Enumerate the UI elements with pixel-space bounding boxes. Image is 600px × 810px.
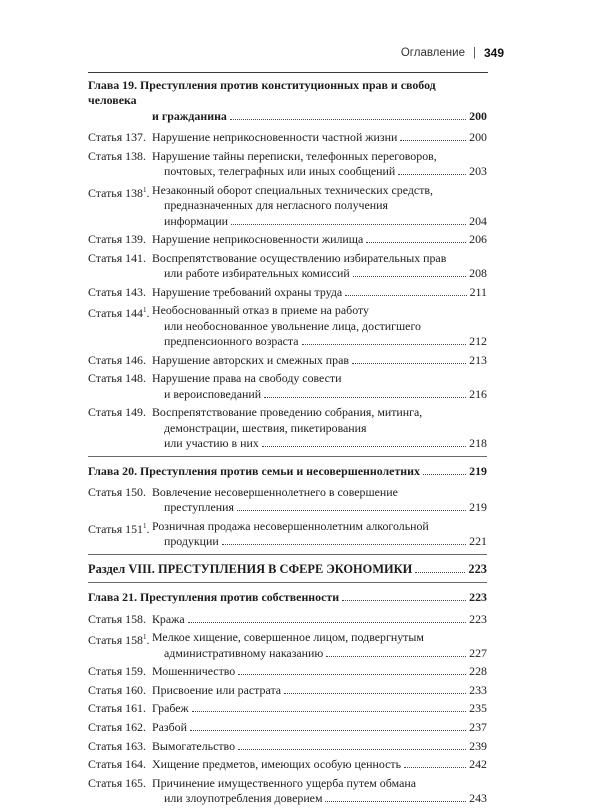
entry-page-number: 208 xyxy=(469,266,487,281)
article-label: Статья 138 xyxy=(88,185,143,200)
entry-title-line xyxy=(152,130,487,145)
toc-entry[interactable] xyxy=(88,232,487,247)
entry-title-text: Незаконный оборот специальных технических средств, xyxy=(152,182,433,197)
entry-text xyxy=(152,130,487,145)
entry-page-number: 211 xyxy=(469,284,487,299)
entry-title-line xyxy=(152,683,487,698)
toc-entry[interactable] xyxy=(88,720,487,735)
chapter-19-entries xyxy=(88,130,487,451)
chapter-21-entries xyxy=(88,612,487,807)
article-number xyxy=(88,130,152,145)
article-label: Статья 150. xyxy=(88,485,146,500)
dot-leader xyxy=(345,295,466,296)
article-superscript: 1 xyxy=(142,633,147,642)
dot-leader xyxy=(415,572,465,573)
entry-title-text: Кража xyxy=(152,611,185,626)
toc-entry[interactable] xyxy=(88,183,487,229)
entry-page-number: 212 xyxy=(469,334,487,349)
chapter-19-heading[interactable] xyxy=(88,78,487,124)
entry-text xyxy=(152,371,487,402)
chapter-21-title: Глава 21. Преступления против собственности xyxy=(88,590,340,605)
entry-text xyxy=(152,149,487,180)
article-label-suffix: . xyxy=(146,633,150,648)
entry-page-number: 243 xyxy=(469,791,487,806)
entry-text xyxy=(152,405,487,451)
entry-title-line xyxy=(152,164,487,179)
header-rule xyxy=(88,72,488,73)
entry-title-text: Грабеж xyxy=(152,701,189,716)
entry-title-line xyxy=(152,534,487,549)
entry-title-line xyxy=(152,664,487,679)
article-number xyxy=(88,630,152,661)
entry-title-line xyxy=(152,776,487,791)
entry-title-text: Вымогательство xyxy=(152,738,236,753)
dot-leader xyxy=(264,397,466,398)
article-number xyxy=(88,303,152,349)
article-label-suffix: . xyxy=(146,306,150,321)
table-of-contents xyxy=(88,78,487,810)
header-section-title: Оглавление xyxy=(400,47,465,59)
entry-title-line xyxy=(152,720,487,735)
dot-leader xyxy=(342,600,466,601)
toc-entry[interactable] xyxy=(88,701,487,716)
entry-title-line xyxy=(152,214,487,229)
running-header xyxy=(401,46,504,60)
entry-page-number: 200 xyxy=(469,130,487,145)
entry-text xyxy=(152,720,487,735)
chapter-20-page: 219 xyxy=(469,463,487,478)
article-number xyxy=(88,519,152,550)
article-number xyxy=(88,232,152,247)
article-label: Статья 141. xyxy=(88,250,146,265)
dot-leader xyxy=(230,119,466,120)
entry-title-line xyxy=(152,353,487,368)
article-label: Статья 144 xyxy=(88,306,143,321)
entry-title-line xyxy=(152,739,487,754)
entry-text xyxy=(152,485,487,516)
toc-entry[interactable] xyxy=(88,519,487,550)
entry-text xyxy=(152,353,487,368)
dot-leader xyxy=(326,656,466,657)
entry-page-number: 235 xyxy=(469,701,487,716)
entry-title-line xyxy=(152,701,487,716)
article-number xyxy=(88,612,152,627)
entry-title-text: Разбой xyxy=(152,720,187,735)
entry-text xyxy=(152,303,487,349)
entry-page-number: 223 xyxy=(469,611,487,626)
entry-title-line xyxy=(152,646,487,661)
dot-leader xyxy=(238,749,466,750)
toc-entry[interactable] xyxy=(88,683,487,698)
dot-leader xyxy=(302,344,467,345)
entry-title-line xyxy=(152,757,487,772)
chapter-19-title-line2: и гражданина xyxy=(152,108,227,123)
entry-title-line xyxy=(152,198,487,213)
dot-leader xyxy=(398,174,466,175)
chapter-19-title-line1: Глава 19. Преступления против конституционных прав и свобод человека xyxy=(88,78,436,108)
entry-page-number: 227 xyxy=(469,645,487,660)
entry-page-number: 239 xyxy=(469,738,487,753)
entry-page-number: 237 xyxy=(469,720,487,735)
toc-entry[interactable] xyxy=(88,285,487,300)
article-label: Статья 162. xyxy=(88,720,146,735)
article-label: Статья 151 xyxy=(88,522,143,536)
entry-text xyxy=(152,285,487,300)
article-superscript: 1 xyxy=(142,185,147,194)
dot-leader xyxy=(366,242,466,243)
toc-entry[interactable] xyxy=(88,757,487,772)
dot-leader xyxy=(353,276,466,277)
toc-entry[interactable] xyxy=(88,630,487,661)
entry-title-text: Нарушение права на свободу совести xyxy=(152,371,342,386)
entry-text xyxy=(152,701,487,716)
entry-title-text: Хищение предметов, имеющих особую ценность xyxy=(152,757,402,772)
section-divider xyxy=(88,456,487,457)
toc-entry[interactable] xyxy=(88,130,487,145)
entry-page-number: 206 xyxy=(469,232,487,247)
entry-title-line xyxy=(152,630,487,645)
entry-text xyxy=(152,683,487,698)
entry-page-number: 228 xyxy=(469,664,487,679)
dot-leader xyxy=(238,674,466,675)
entry-text xyxy=(152,232,487,247)
dot-leader xyxy=(222,544,466,545)
article-label: Статья 139. xyxy=(88,232,146,247)
section-8-heading[interactable] xyxy=(88,562,487,577)
article-number xyxy=(88,701,152,716)
article-label: Статья 163. xyxy=(88,738,146,753)
entry-title-line xyxy=(152,405,487,420)
article-label: Статья 164. xyxy=(88,757,146,772)
entry-title-text: Нарушение авторских и смежных прав xyxy=(152,352,349,367)
entry-title-line xyxy=(152,149,487,164)
entry-page-number: 219 xyxy=(469,500,487,515)
toc-entry[interactable] xyxy=(88,664,487,679)
toc-entry[interactable] xyxy=(88,405,487,451)
entry-title-line xyxy=(152,232,487,247)
dot-leader xyxy=(231,224,466,225)
article-label-suffix: . xyxy=(146,185,150,200)
chapter-20-heading[interactable] xyxy=(88,464,487,479)
entry-title-line xyxy=(152,519,487,534)
dot-leader xyxy=(423,474,466,475)
toc-entry[interactable] xyxy=(88,251,487,282)
article-label: Статья 149. xyxy=(88,405,146,420)
entry-page-number: 204 xyxy=(469,213,487,228)
article-number xyxy=(88,405,152,451)
article-number xyxy=(88,371,152,402)
entry-page-number: 242 xyxy=(469,757,487,772)
article-label: Статья 143. xyxy=(88,284,146,299)
article-number xyxy=(88,720,152,735)
entry-title-text: информации xyxy=(164,213,228,228)
section-divider xyxy=(88,582,487,583)
chapter-20-entries xyxy=(88,485,487,550)
entry-title-text: Нарушение неприкосновенности жилища xyxy=(152,232,364,247)
entry-page-number: 218 xyxy=(469,436,487,451)
toc-entry[interactable] xyxy=(88,303,487,349)
entry-title-line xyxy=(152,334,487,349)
entry-page-number: 233 xyxy=(469,682,487,697)
article-label: Статья 158. xyxy=(88,611,146,626)
entry-text xyxy=(152,776,487,807)
article-number xyxy=(88,776,152,807)
entry-title-text: преступления xyxy=(164,500,234,515)
article-number xyxy=(88,183,152,229)
entry-title-line xyxy=(152,387,487,402)
entry-page-number: 216 xyxy=(469,386,487,401)
entry-text xyxy=(152,630,487,661)
section-8-page: 223 xyxy=(468,561,487,576)
entry-text xyxy=(152,612,487,627)
entry-title-text: Вовлечение несовершеннолетнего в совершение xyxy=(152,485,398,500)
dot-leader xyxy=(188,622,467,623)
entry-title-text: Нарушение тайны переписки, телефонных переговоров, xyxy=(152,148,437,163)
article-label: Статья 158 xyxy=(88,633,143,648)
article-number xyxy=(88,485,152,516)
article-label: Статья 146. xyxy=(88,352,146,367)
article-label: Статья 137. xyxy=(88,130,146,145)
entry-title-text: демонстрации, шествия, пикетирования xyxy=(164,420,367,435)
entry-title-line xyxy=(152,319,487,334)
entry-title-text: Необоснованный отказ в приеме на работу xyxy=(152,303,369,318)
entry-title-text: Причинение имущественного ущерба путем обмана xyxy=(152,775,417,790)
section-divider xyxy=(88,554,487,555)
chapter-20-title: Глава 20. Преступления против семьи и несовершеннолетних xyxy=(88,463,420,478)
toc-entry[interactable] xyxy=(88,371,487,402)
entry-title-line xyxy=(152,183,487,198)
article-number xyxy=(88,285,152,300)
article-number xyxy=(88,683,152,698)
entry-text xyxy=(152,739,487,754)
article-label: Статья 165. xyxy=(88,775,146,790)
chapter-19-page: 200 xyxy=(469,108,487,123)
dot-leader xyxy=(190,730,466,731)
entry-title-text: предпенсионного возраста xyxy=(164,334,299,349)
entry-title-line xyxy=(152,791,487,806)
dot-leader xyxy=(262,446,466,447)
entry-text xyxy=(152,664,487,679)
entry-title-text: Присвоение или растрата xyxy=(152,682,282,697)
dot-leader xyxy=(325,801,466,802)
toc-entry[interactable] xyxy=(88,149,487,180)
entry-title-text: Мошенничество xyxy=(152,664,236,679)
entry-title-line xyxy=(152,266,487,281)
article-superscript: 1 xyxy=(142,522,147,531)
header-page-number: 349 xyxy=(483,46,504,60)
entry-title-line xyxy=(152,371,487,386)
article-number xyxy=(88,149,152,180)
dot-leader xyxy=(192,711,466,712)
entry-text xyxy=(152,251,487,282)
dot-leader xyxy=(400,140,466,141)
entry-title-line xyxy=(152,421,487,436)
toc-entry[interactable] xyxy=(88,739,487,754)
dot-leader xyxy=(237,510,466,511)
entry-title-text: Нарушение неприкосновенности частной жизни xyxy=(152,130,398,145)
entry-title-text: почтовых, телеграфных или иных сообщений xyxy=(164,164,396,179)
entry-text xyxy=(152,757,487,772)
entry-title-text: и вероисповеданий xyxy=(164,386,262,401)
entry-title-line xyxy=(152,303,487,318)
entry-title-text: Розничная продажа несовершеннолетним алкогольной xyxy=(152,519,429,534)
entry-title-text: или участию в них xyxy=(164,436,259,451)
article-label: Статья 159. xyxy=(88,664,146,679)
article-label: Статья 161. xyxy=(88,701,146,716)
entry-title-text: Воспрепятствование осуществлению избирательных прав xyxy=(152,250,447,265)
article-number xyxy=(88,739,152,754)
entry-title-line xyxy=(152,251,487,266)
article-number xyxy=(88,353,152,368)
entry-page-number: 203 xyxy=(469,164,487,179)
entry-title-text: предназначенных для негласного получения xyxy=(164,198,388,213)
entry-title-text: Мелкое хищение, совершенное лицом, подвергнутым xyxy=(152,630,424,645)
entry-title-text: продукции xyxy=(164,534,219,549)
entry-title-line xyxy=(152,285,487,300)
toc-entry[interactable] xyxy=(88,776,487,807)
article-label: Статья 160. xyxy=(88,682,146,697)
entry-title-text: административному наказанию xyxy=(164,645,324,660)
entry-title-text: Нарушение требований охраны труда xyxy=(152,284,343,299)
article-number xyxy=(88,757,152,772)
article-number xyxy=(88,664,152,679)
toc-entry[interactable] xyxy=(88,485,487,516)
entry-title-line xyxy=(152,612,487,627)
entry-title-line xyxy=(152,500,487,515)
section-8-title: Раздел VIII. ПРЕСТУПЛЕНИЯ В СФЕРЕ ЭКОНОМИКИ xyxy=(88,561,413,576)
article-number xyxy=(88,251,152,282)
entry-title-text: или злоупотребления доверием xyxy=(164,791,323,806)
entry-page-number: 213 xyxy=(469,352,487,367)
toc-entry[interactable] xyxy=(88,612,487,627)
entry-text xyxy=(152,519,487,550)
article-label: Статья 148. xyxy=(88,371,146,386)
entry-title-text: или необоснованное увольнение лица, достигшего xyxy=(164,318,421,333)
toc-entry[interactable] xyxy=(88,353,487,368)
chapter-21-page: 223 xyxy=(469,590,487,605)
entry-title-text: или работе избирательных комиссий xyxy=(164,266,350,281)
entry-title-line xyxy=(152,485,487,500)
dot-leader xyxy=(284,693,466,694)
entry-page-number: 221 xyxy=(469,534,487,549)
article-label: Статья 138. xyxy=(88,148,146,163)
entry-title-line xyxy=(152,436,487,451)
dot-leader xyxy=(352,363,466,364)
entry-text xyxy=(152,183,487,229)
entry-title-text: Воспрепятствование проведению собрания, митинга, xyxy=(152,405,423,420)
header-separator: | xyxy=(472,47,476,59)
article-label-suffix: . xyxy=(146,522,150,536)
chapter-21-heading[interactable] xyxy=(88,590,487,605)
article-superscript: 1 xyxy=(142,306,147,315)
dot-leader xyxy=(404,767,466,768)
